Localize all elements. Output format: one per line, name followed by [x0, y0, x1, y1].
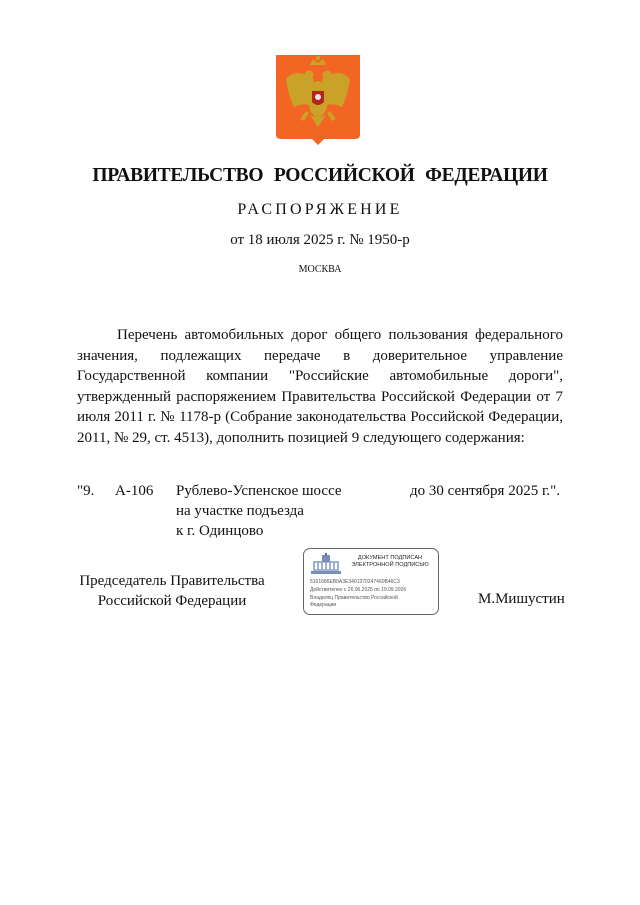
electronic-signature-stamp	[303, 548, 439, 615]
road-name: Рублево-Успенское шоссе на участке подъезда к г. Одинцово	[176, 483, 342, 539]
signer-name: М.Мишустин	[478, 591, 565, 607]
road-code: А-106	[115, 483, 154, 499]
stamp-title: ДОКУМЕНТ ПОДПИСАН ЭЛЕКТРОННОЙ ПОДПИСЬЮ	[351, 555, 429, 568]
government-title: ПРАВИТЕЛЬСТВО РОССИЙСКОЙ ФЕДЕРАЦИИ	[92, 165, 548, 186]
stamp-validity: Действителен с 26.06.2025 по 19.09.2026	[310, 587, 407, 593]
stamp-certificate: 5161686EB0A3E3401370247460B46C3	[310, 579, 400, 585]
document-type: РАСПОРЯЖЕНИЕ	[237, 201, 403, 218]
stamp-owner-line-2: Федерации	[310, 602, 337, 608]
document-city: МОСКВА	[298, 264, 342, 275]
transfer-term: до 30 сентября 2025 г.".	[410, 483, 561, 499]
signer-role: Председатель Правительства Российской Федерации	[79, 573, 265, 609]
position-number: "9.	[77, 483, 95, 499]
government-building-icon	[309, 553, 343, 575]
document-date-number: от 18 июля 2025 г. № 1950-р	[230, 232, 410, 248]
body-paragraph: Перечень автомобильных дорог общего пользования федерального значения, подлежащих передаче в доверительное управление Государственной компании "Российские автомобильные дороги", утвержденный распоряжением Правительства Российской Федерации от 7 июля 2011 г. № 1178-р (Собрание законодательства Российской Федерации, 2011, № 29, ст. 4513), дополнить позицией 9 следующего содержания:	[77, 327, 563, 446]
stamp-owner-line-1: Владелец Правительство Российской	[310, 595, 398, 601]
coat-of-arms-icon	[276, 55, 360, 145]
